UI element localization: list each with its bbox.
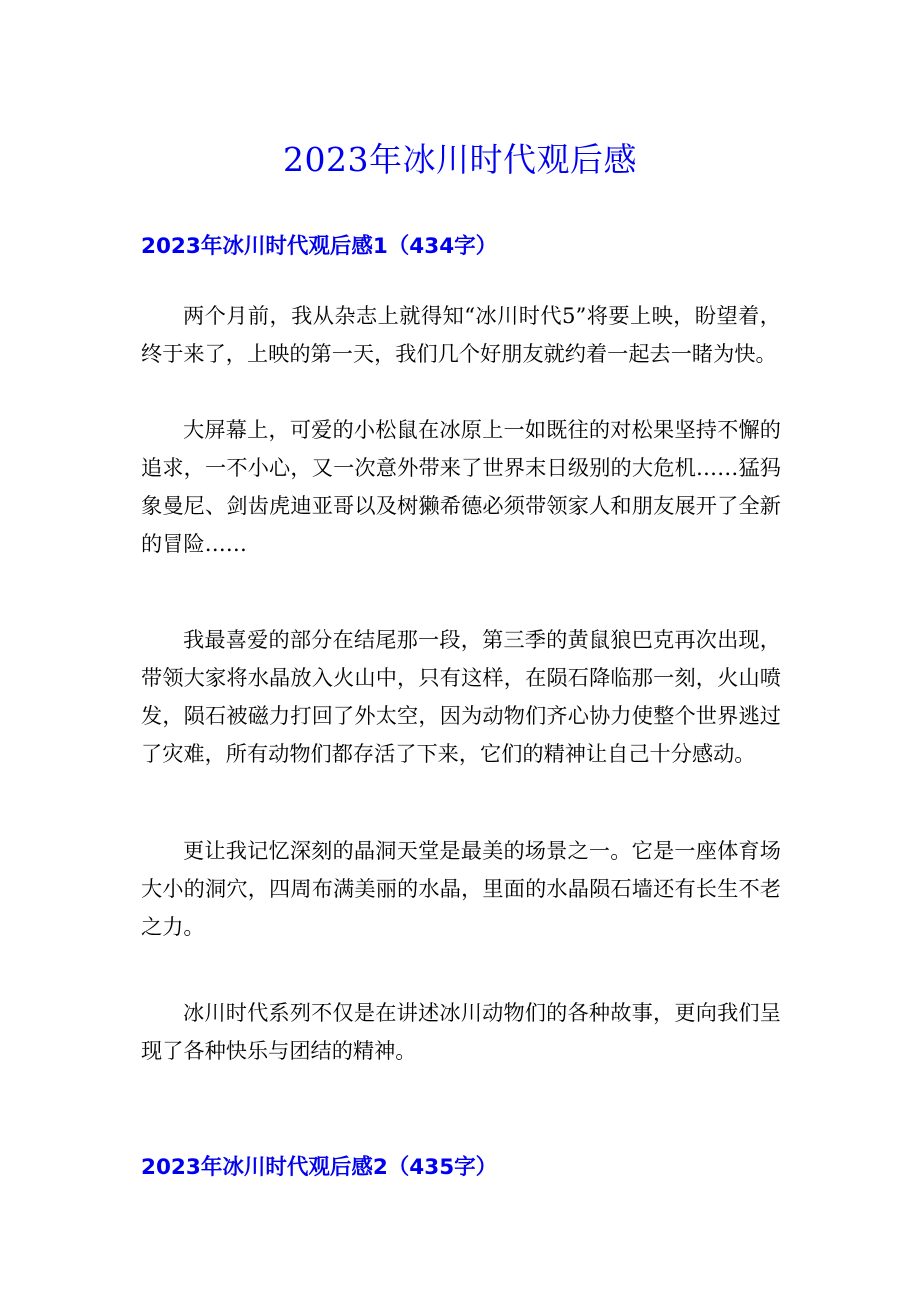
section-heading-1: 2023年冰川时代观后感1（434字） bbox=[141, 234, 498, 259]
paragraph-1: 两个月前，我从杂志上就得知“冰川时代5”将要上映，盼望着，终于来了，上映的第一天，我们几个好朋友就约着一起去一睹为快。 bbox=[141, 303, 781, 366]
paragraph-4: 更让我记忆深刻的晶洞天堂是最美的场景之一。它是一座体育场大小的洞穴，四周布满美丽的水晶，里面的水晶陨石墙还有长生不老之力。 bbox=[141, 838, 781, 939]
section-heading-2: 2023年冰川时代观后感2（435字） bbox=[141, 1155, 498, 1180]
paragraph-3: 我最喜爱的部分在结尾那一段，第三季的黄鼠狼巴克再次出现，带领大家将水晶放入火山中，只有这样，在陨石降临那一刻，火山喷发，陨石被磁力打回了外太空，因为动物们齐心协力使整个世界逃过了灾难，所有动物们都存活了下来，它们的精神让自己十分感动。 bbox=[141, 627, 781, 766]
paragraph-2: 大屏幕上，可爱的小松鼠在冰原上一如既往的对松果坚持不懈的追求，一不小心，又一次意外带来了世界末日级别的大危机……猛犸象曼尼、剑齿虎迪亚哥以及树獭希德必须带领家人和朋友展开了全新的冒险…… bbox=[141, 417, 781, 556]
page-title: 2023年冰川时代观后感 bbox=[283, 140, 637, 179]
paragraph-5: 冰川时代系列不仅是在讲述冰川动物们的各种故事，更向我们呈现了各种快乐与团结的精神。 bbox=[141, 1000, 781, 1063]
